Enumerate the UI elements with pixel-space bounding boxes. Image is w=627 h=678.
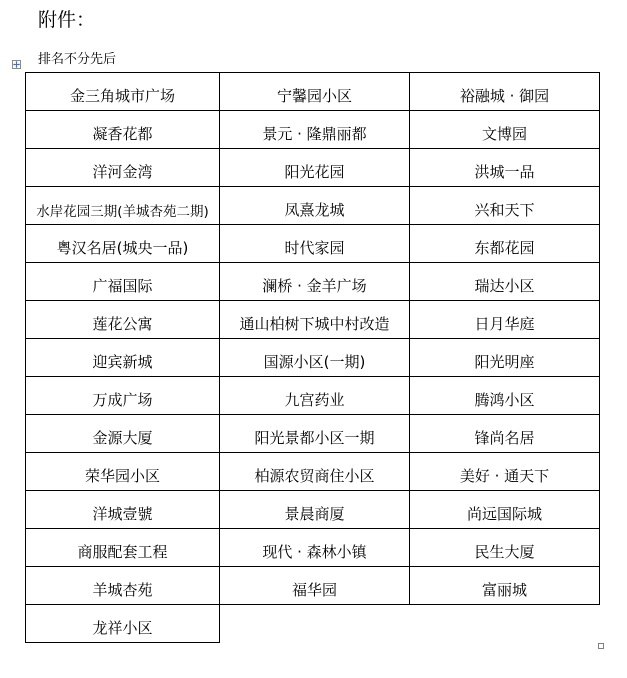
table-cell: 兴和天下: [410, 187, 600, 225]
table-cell: 福华园: [220, 567, 410, 605]
attachment-heading: 附件：: [38, 9, 96, 31]
table-cell: 洪城一品: [410, 149, 600, 187]
table-cell: 莲花公寓: [26, 301, 220, 339]
table-cell: 东都花园: [410, 225, 600, 263]
table-cell: 洋城壹號: [26, 491, 220, 529]
table-cell: 裕融城 · 御园: [410, 73, 600, 111]
table-cell: 澜桥 · 金羊广场: [220, 263, 410, 301]
table-cell: 金源大厦: [26, 415, 220, 453]
table-cell: 粤汉名居(城央一品): [26, 225, 220, 263]
table-cell: 阳光明座: [410, 339, 600, 377]
table-cell: 羊城杏苑: [26, 567, 220, 605]
table-cell: 阳光花园: [220, 149, 410, 187]
table-cell: 景元 · 隆鼎丽都: [220, 111, 410, 149]
table-cell: 洋河金湾: [26, 149, 220, 187]
table-cell: 美好 · 通天下: [410, 453, 600, 491]
table-cell: 腾鸿小区: [410, 377, 600, 415]
table-cell: 柏源农贸商住小区: [220, 453, 410, 491]
table-cell: 景晨商厦: [220, 491, 410, 529]
table-cell: 凤熹龙城: [220, 187, 410, 225]
table-cell: 文博园: [410, 111, 600, 149]
table-cell: 尚远国际城: [410, 491, 600, 529]
table-cell: 国源小区(一期): [220, 339, 410, 377]
table-cell: 金三角城市广场: [26, 73, 220, 111]
table-cell: 凝香花都: [26, 111, 220, 149]
table-cell: 通山柏树下城中村改造: [220, 301, 410, 339]
table-cell: 日月华庭: [410, 301, 600, 339]
table-cell: 现代 · 森林小镇: [220, 529, 410, 567]
table-cell: 富丽城: [410, 567, 600, 605]
community-list-table: [25, 72, 600, 643]
ranking-note: 排名不分先后: [38, 52, 117, 67]
table-cell: 时代家园: [220, 225, 410, 263]
table-cell: 锋尚名居: [410, 415, 600, 453]
table-move-handle-icon[interactable]: [12, 60, 21, 69]
table-cell: 水岸花园三期(羊城杏苑二期): [26, 187, 220, 225]
table-cell: 阳光景都小区一期: [220, 415, 410, 453]
table-resize-handle-icon[interactable]: [598, 643, 604, 649]
table-cell: 龙祥小区: [26, 605, 220, 643]
table-cell: 瑞达小区: [410, 263, 600, 301]
table-cell: 广福国际: [26, 263, 220, 301]
table-cell: 迎宾新城: [26, 339, 220, 377]
table-cell: 九宫药业: [220, 377, 410, 415]
table-cell: 荣华园小区: [26, 453, 220, 491]
table-cell: 宁馨园小区: [220, 73, 410, 111]
table-cell: 万成广场: [26, 377, 220, 415]
table-cell: 民生大厦: [410, 529, 600, 567]
table-cell: 商服配套工程: [26, 529, 220, 567]
